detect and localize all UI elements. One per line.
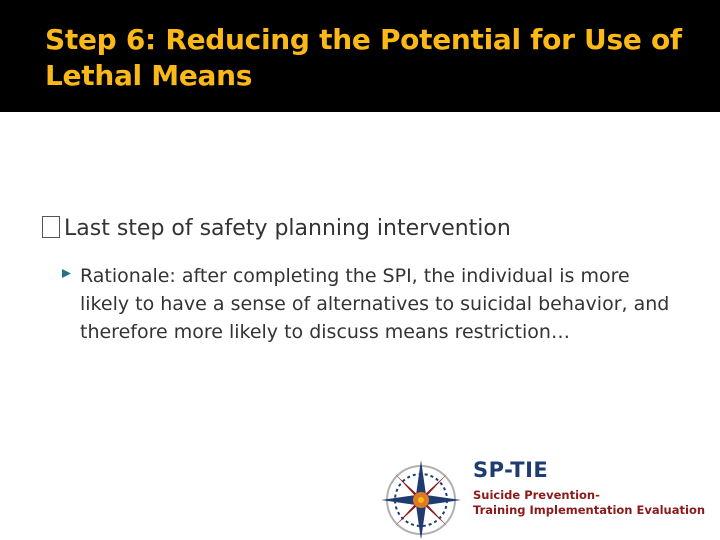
triangle-bullet-icon (62, 269, 71, 278)
logo-tagline-2: Training Implementation Evaluation (473, 503, 706, 517)
sub-bullet-text: Rationale: after completing the SPI, the individual is more likely to have a sense of alternatives to suicidal behavior, and therefore more likely to discuss means restriction… (80, 265, 670, 343)
logo-tagline-1: Suicide Prevention- (473, 488, 600, 502)
slide-title: Step 6: Reducing the Potential for Use of Lethal Means (45, 23, 682, 92)
missing-glyph-icon (42, 216, 60, 238)
bullet-item (42, 214, 702, 244)
compass-star-icon (375, 458, 467, 538)
logo-name: SP-TIE (473, 458, 549, 482)
sub-bullet-item (80, 262, 680, 346)
sp-tie-logo (375, 458, 705, 538)
title-bar (0, 0, 720, 112)
bullet-text: Last step of safety planning intervention (64, 216, 511, 241)
